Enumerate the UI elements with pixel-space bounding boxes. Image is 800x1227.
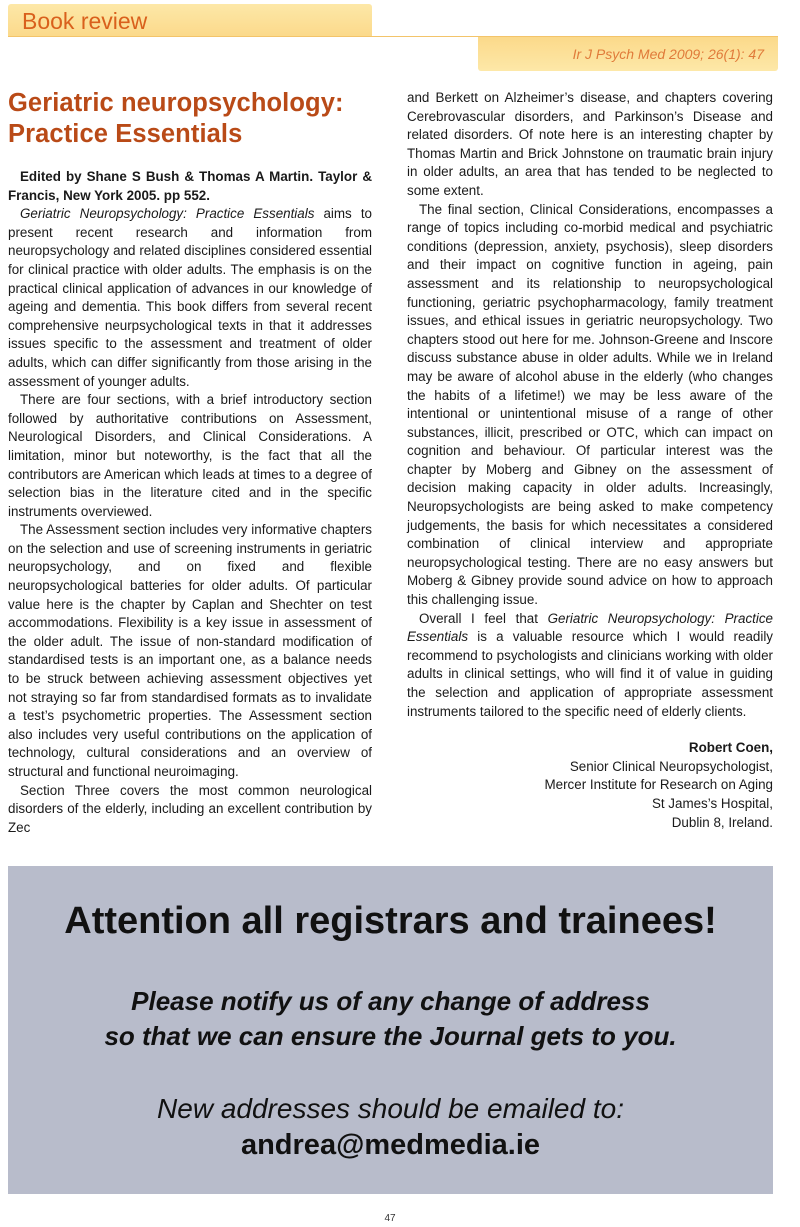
paragraph-6-text: is a valuable resource which I would readily recommend to psychologists and clinicians working with older adults in clinical settings, who will find it of value in guiding the selection and application of appropriate assessment instruments tailored to the specific need of elderly clients. (407, 629, 773, 719)
paragraph-2: There are four sections, with a brief introductory section followed by authoritative contributions on Assessment, Neurological Disorders, and Clinical Considerations. A limitation, minor but noteworthy, is the fact that all the contributors are American which leads at times to a degree of selection bias in the literature cited and in the specific instruments overviewed. (8, 392, 372, 519)
book-title-italic-2: Geriatric Neuropsychology: Practice Essentials (407, 610, 773, 645)
right-column (407, 89, 773, 832)
notice-email-lead: New addresses should be emailed to: (157, 1093, 624, 1124)
paragraph-4-start: Section Three covers the most common neurological disorders of the elderly, including an excellent contribution by Zec (8, 782, 372, 835)
notice-email-address[interactable]: andrea@medmedia.ie (240, 1129, 541, 1161)
reviewer-hospital: St James’s Hospital, (651, 795, 773, 811)
section-label: Book review (22, 8, 148, 34)
title-line-1: Geriatric neuropsychology: (8, 89, 344, 117)
citation-tab (478, 37, 778, 71)
notice-headline: Attention all registrars and trainees! (64, 900, 717, 942)
address-change-notice (8, 866, 773, 1194)
left-column (8, 88, 372, 837)
paragraph-6-start: Overall I feel that (419, 610, 548, 626)
notice-body-line-1: Please notify us of any change of address (131, 986, 650, 1016)
paragraph-1-text: aims to present recent research and information from neuropsychology and related disciplines considered essential for clinical practice with older adults. The emphasis is on the practical clinical application of advances in our knowledge of ageing and dementia. This book differs from several recent comprehensive neurpsychological texts in that it addresses issues specific to the assessment and treatment of older adults, which can differ significantly from those arising in the assessment of younger adults. (8, 206, 372, 389)
journal-citation: Ir J Psych Med 2009; 26(1): 47 (572, 46, 764, 62)
article-title (8, 88, 372, 150)
reviewer-institute: Mercer Institute for Research on Aging (544, 777, 773, 793)
title-line-2: Practice Essentials (8, 120, 243, 148)
paragraph-5: The final section, Clinical Considerations, encompasses a range of topics including co-morbid medical and psychiatric conditions (depression, anxiety, psychosis), sleep disorders and their impact on cognitive function in ageing, pain assessment and its relationship to neuropsychological functioning, geriatric psychopharmacology, family treatment issues, and ethical issues in geriatric neuropsychology. Two chapters stood out here for me. Johnson-Greene and Inscore discuss substance abuse in older adults. While we in Ireland may be aware of alcohol abuse in the elderly (who changes the habits of a lifetime!) we may be less aware of the intentional or unintentional misuse of a range of other substances, illicit, prescribed or OTC, which can impact on cognition and behaviour. Of particular interest was the chapter by Moberg and Gibney on the assessment of decision making capacity in older adults. Increasingly, Neuropsychologists are being asked to make competency judgements, the basis for which necessitates a considered combination of clinical interview and appropriate neuropsychological testing. There are no easy answers but Moberg & Gibney provide sound advice on how to approach this challenging issue. (407, 201, 773, 608)
book-title-italic: Geriatric Neuropsychology: Practice Essentials (20, 206, 315, 222)
reviewer-signature (407, 739, 773, 832)
reviewer-city: Dublin 8, Ireland. (671, 814, 773, 830)
notice-body-line-2: so that we can ensure the Journal gets to you. (104, 1021, 677, 1051)
reviewer-name: Robert Coen, (688, 740, 773, 756)
section-tab (8, 4, 372, 37)
paragraph-3: The Assessment section includes very informative chapters on the selection and use of screening instruments in geriatric neuropsychology, and on fixed and flexible neuropsychological batteries for older adults. Of particular value here is the chapter by Caplan and Shechter on test accommodations. Flexibility is a key issue in assessment of the older adult. The issue of non-standard modification of standardised tests is an important one, as a balance needs to be struck between achieving assessment objectives yet not straying so far from standardised formats as to invalidate a test’s psychometric properties. The Assessment section also includes very useful contributions on the application of technology, cultural considerations and an overview of structural and functional neuroimaging. (8, 522, 372, 779)
reviewer-role: Senior Clinical Neuropsychologist, (569, 758, 773, 774)
paragraph-6 (407, 610, 773, 722)
paragraph-1 (8, 205, 372, 391)
paragraph-4-continued: and Berkett on Alzheimer’s disease, and chapters covering Cerebrovascular disorders, and Parkinson’s Disease and related disorders. Of note here is an interesting chapter by Thomas Martin and Brick Johnstone on traumatic brain injury in older adults, an area that has tended to be neglected to some extent. (407, 90, 773, 198)
byline: Edited by Shane S Bush & Thomas A Martin. Taylor & Francis, New York 2005. pp 552. (8, 169, 372, 203)
notice-body (8, 984, 773, 1054)
page-number: 47 (384, 1213, 396, 1224)
